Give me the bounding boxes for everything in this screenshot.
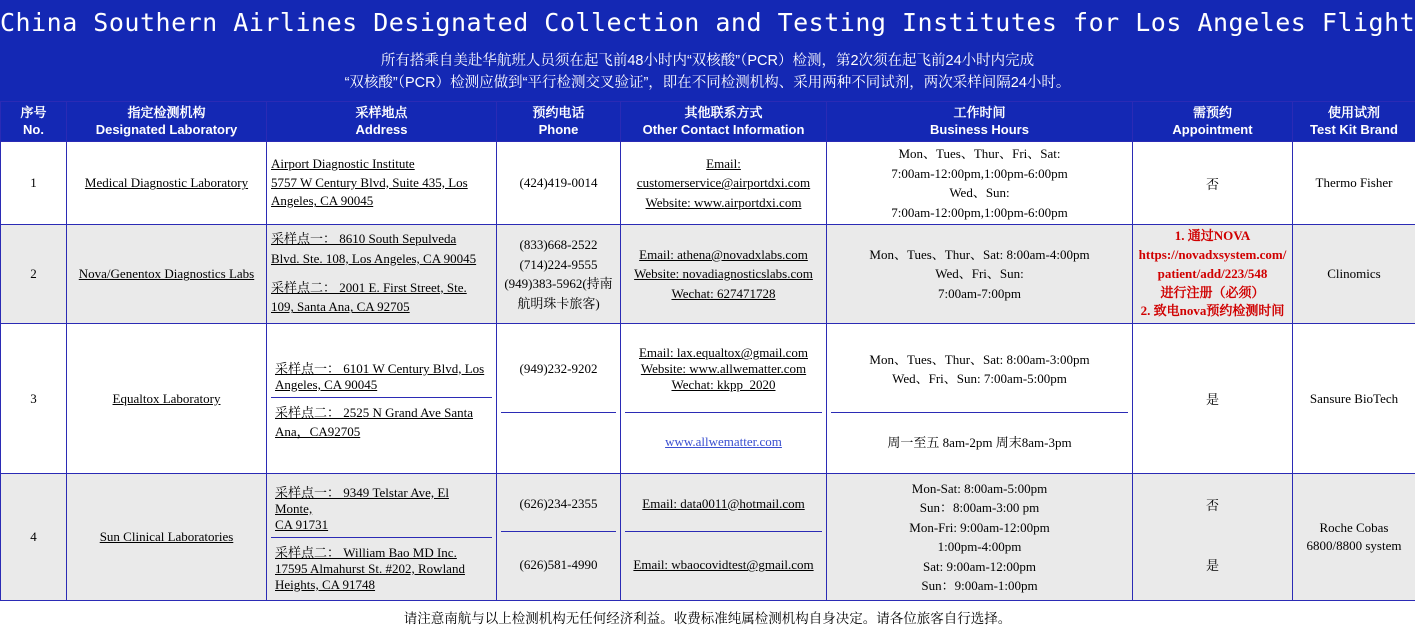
address-line: Blvd. Ste. 108, Los Angeles, CA 90045 xyxy=(271,250,492,269)
address-group xyxy=(271,397,492,444)
hours-line: 7:00am-7:00pm xyxy=(831,284,1128,304)
column-header-phone: 预约电话 Phone xyxy=(497,101,621,141)
phone-number-empty xyxy=(501,413,616,472)
contact-wechat: Wechat: 627471728 xyxy=(625,284,822,304)
table-header-row xyxy=(1,101,1415,141)
row-number: 1 xyxy=(1,142,67,225)
hours-line: 7:00am-12:00pm,1:00pm-6:00pm xyxy=(831,203,1128,223)
hours-line: Mon-Sat: 8:00am-5:00pm xyxy=(831,479,1128,499)
appointment-value: 是 xyxy=(1137,532,1288,598)
lab-name: Equaltox Laboratory xyxy=(71,390,262,408)
brand-model: 6800/8800 system xyxy=(1297,537,1411,555)
address-cell xyxy=(267,474,497,601)
column-header-brand: 使用试剂 Test Kit Brand xyxy=(1293,101,1415,141)
hours-line: Sun：9:00am-1:00pm xyxy=(831,576,1128,596)
contact-group xyxy=(625,532,822,599)
table-row xyxy=(1,225,1415,324)
notice-banner xyxy=(0,47,1415,101)
contact-email[interactable]: customerservice@airportdxi.com xyxy=(625,173,822,193)
address-line: 5757 W Century Blvd, Suite 435, Los xyxy=(271,174,492,193)
lab-name-cell xyxy=(67,225,267,324)
address-cell xyxy=(267,225,497,324)
brand-name: Thermo Fisher xyxy=(1316,175,1393,190)
hours-cell xyxy=(827,474,1133,601)
address-cell xyxy=(267,142,497,225)
column-header-hours: 工作时间 Business Hours xyxy=(827,101,1133,141)
footer-note: 请注意南航与以上检测机构无任何经济利益。收费标准纯属检测机构自身决定。请各位旅客自行选择。 xyxy=(0,601,1415,627)
lab-name: Nova/Genentox Diagnostics Labs xyxy=(71,265,262,283)
phone-number: (833)668-2522 xyxy=(501,235,616,255)
contact-website[interactable]: Website: www.airportdxi.com xyxy=(625,193,822,213)
notice-line-2: “双核酸”（PCR）检测应做到“平行检测交叉验证”，即在不同检测机构、采用两种不同试剂，两次采样间隔24小时。 xyxy=(0,72,1415,94)
phone-cell xyxy=(497,474,621,601)
contact-link[interactable]: www.allwematter.com xyxy=(629,434,818,450)
contact-email[interactable]: Email: lax.equaltox@gmail.com xyxy=(629,345,818,361)
contact-website[interactable]: Website: novadiagnosticslabs.com xyxy=(625,264,822,284)
appointment-value: 否 xyxy=(1137,477,1288,532)
brand-cell xyxy=(1293,324,1415,474)
address-cell xyxy=(267,324,497,474)
notice-line-1: 所有搭乘自美赴华航班人员须在起飞前48小时内“双核酸”（PCR）检测，第2次须在起飞前24小时内完成 xyxy=(0,50,1415,72)
address-line: 采样点一： 6101 W Century Blvd, Los xyxy=(275,358,488,377)
column-header-address: 采样地点 Address xyxy=(267,101,497,141)
brand-name: Roche Cobas xyxy=(1297,519,1411,537)
address-spacer xyxy=(271,270,492,279)
phone-cell xyxy=(497,324,621,474)
hours-line: Mon、Tues、Thur、Sat: 8:00am-3:00pm xyxy=(835,350,1124,370)
phone-number: (626)581-4990 xyxy=(501,532,616,599)
contact-cell xyxy=(621,324,827,474)
hours-line: Mon、Tues、Thur、Sat: 8:00am-4:00pm xyxy=(831,245,1128,265)
address-line: 采样点二： William Bao MD Inc. xyxy=(275,542,488,561)
table-row xyxy=(1,474,1415,601)
phone-number: (424)419-0014 xyxy=(520,175,598,190)
address-line: Airport Diagnostic Institute xyxy=(271,155,492,174)
contact-label: Email: xyxy=(625,154,822,174)
brand-cell xyxy=(1293,474,1415,601)
contact-email[interactable]: Email: data0011@hotmail.com xyxy=(629,496,818,512)
brand-name: Clinomics xyxy=(1327,266,1380,281)
brand-cell xyxy=(1293,142,1415,225)
column-header-appointment: 需预约 Appointment xyxy=(1133,101,1293,141)
lab-name-cell xyxy=(67,324,267,474)
contact-website[interactable]: Website: www.allwematter.com xyxy=(629,361,818,377)
table-row xyxy=(1,324,1415,474)
phone-number: (949)232-9202 xyxy=(501,326,616,413)
hours-line: Mon、Tues、Thur、Fri、Sat: xyxy=(831,144,1128,164)
appointment-note: 1. 通过NOVA xyxy=(1137,227,1288,246)
hours-line: Sat: 9:00am-12:00pm xyxy=(831,557,1128,577)
lab-name: Medical Diagnostic Laboratory xyxy=(71,174,262,192)
address-line: Heights, CA 91748 xyxy=(275,577,488,593)
row-number: 4 xyxy=(1,474,67,601)
appointment-note: 2. 致电nova预约检测时间 xyxy=(1137,302,1288,321)
lab-name-cell xyxy=(67,142,267,225)
appointment-cell xyxy=(1133,474,1293,601)
hours-line: Mon-Fri: 9:00am-12:00pm xyxy=(831,518,1128,538)
address-group xyxy=(271,354,492,398)
laboratories-table xyxy=(0,101,1415,601)
lab-name-cell xyxy=(67,474,267,601)
column-header-lab: 指定检测机构 Designated Laboratory xyxy=(67,101,267,141)
phone-note: 航明珠卡旅客) xyxy=(501,294,616,314)
hours-line: Wed、Sun: xyxy=(831,183,1128,203)
hours-cell xyxy=(827,324,1133,474)
contact-group xyxy=(625,413,822,472)
appointment-url[interactable]: https://novadxsystem.com/ xyxy=(1137,246,1288,265)
appointment-cell: 是 xyxy=(1133,324,1293,474)
contact-email[interactable]: Email: athena@novadxlabs.com xyxy=(625,245,822,265)
column-header-contact: 其他联系方式 Other Contact Information xyxy=(621,101,827,141)
hours-cell xyxy=(827,225,1133,324)
hours-line: Sun：8:00am-3:00 pm xyxy=(831,498,1128,518)
phone-cell xyxy=(497,225,621,324)
address-line: 采样点二： 2525 N Grand Ave Santa xyxy=(275,402,488,421)
column-header-no: 序号 No. xyxy=(1,101,67,141)
address-group xyxy=(271,537,492,597)
contact-wechat: Wechat: kkpp_2020 xyxy=(629,377,818,393)
hours-group xyxy=(831,413,1128,472)
address-line: 17595 Almahurst St. #202, Rowland xyxy=(275,561,488,577)
hours-line: Wed、Fri、Sun: xyxy=(831,264,1128,284)
address-line: Angeles, CA 90045 xyxy=(271,192,492,211)
appointment-cell: 否 xyxy=(1133,142,1293,225)
address-line: 采样点二： 2001 E. First Street, Ste. xyxy=(271,279,492,298)
address-line: 采样点一： 9349 Telstar Ave, El Monte, xyxy=(275,482,488,517)
phone-number: (626)234-2355 xyxy=(501,476,616,532)
hours-group xyxy=(831,326,1128,413)
row-number: 2 xyxy=(1,225,67,324)
contact-group xyxy=(625,326,822,413)
address-line: 109, Santa Ana, CA 92705 xyxy=(271,298,492,317)
row-number: 3 xyxy=(1,324,67,474)
address-line: Ana，CA92705 xyxy=(275,421,488,440)
hours-cell xyxy=(827,142,1133,225)
lab-name: Sun Clinical Laboratories xyxy=(71,528,262,546)
contact-cell xyxy=(621,142,827,225)
hours-line: 1:00pm-4:00pm xyxy=(831,537,1128,557)
phone-cell xyxy=(497,142,621,225)
phone-number: (949)383-5962(持南 xyxy=(501,274,616,294)
address-line: CA 91731 xyxy=(275,517,488,533)
hours-line: 周一至五 8am-2pm 周末8am-3pm xyxy=(835,433,1124,453)
contact-cell xyxy=(621,225,827,324)
page-title: China Southern Airlines Designated Collection and Testing Institutes for Los Angeles Flight xyxy=(0,0,1415,47)
brand-name: Sansure BioTech xyxy=(1310,391,1398,406)
hours-line: Wed、Fri、Sun: 7:00am-5:00pm xyxy=(835,369,1124,389)
appointment-url-path[interactable]: patient/add/223/548 xyxy=(1137,265,1288,284)
contact-group xyxy=(625,476,822,532)
contact-email[interactable]: Email: wbaocovidtest@gmail.com xyxy=(629,557,818,573)
contact-cell xyxy=(621,474,827,601)
hours-line: 7:00am-12:00pm,1:00pm-6:00pm xyxy=(831,164,1128,184)
address-line: Angeles, CA 90045 xyxy=(275,377,488,393)
table-row xyxy=(1,142,1415,225)
phone-number: (714)224-9555 xyxy=(501,255,616,275)
appointment-cell xyxy=(1133,225,1293,324)
appointment-note: 进行注册（必须） xyxy=(1137,284,1288,303)
address-line: 采样点一： 8610 South Sepulveda xyxy=(271,230,492,249)
brand-cell xyxy=(1293,225,1415,324)
address-group xyxy=(271,478,492,538)
